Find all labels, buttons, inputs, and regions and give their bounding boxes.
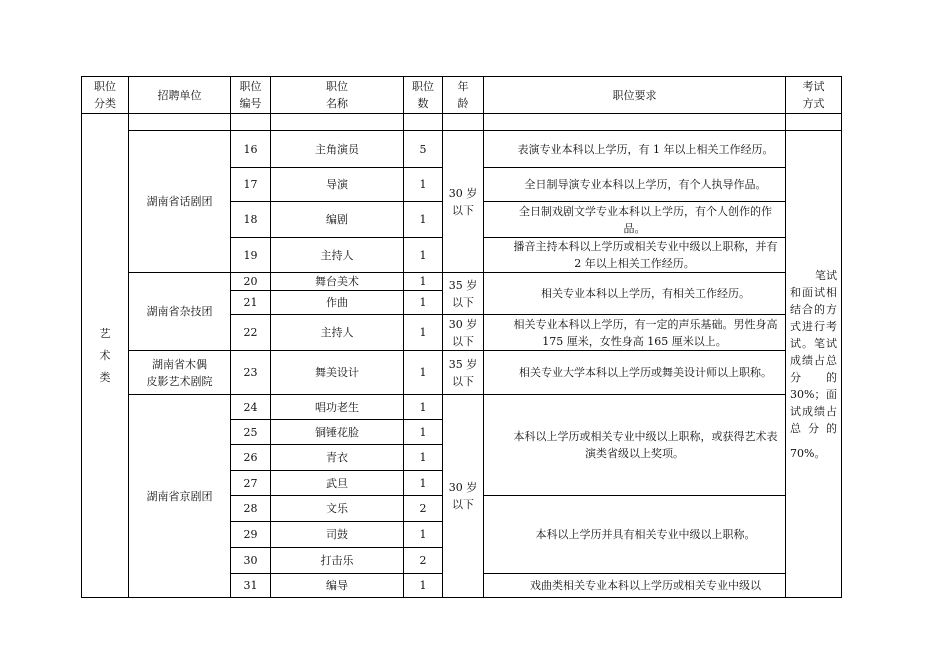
headcount: 1 — [404, 445, 443, 471]
position-no: 31 — [231, 574, 271, 598]
requirement-text: 表演专业本科以上学历，有 1 年以上相关工作经历。 — [484, 131, 786, 168]
headcount: 1 — [404, 315, 443, 351]
headcount: 1 — [404, 291, 443, 315]
position-no: 20 — [231, 273, 271, 291]
age-cell: 35 岁 以下 — [443, 273, 484, 315]
position-name: 唱功老生 — [271, 395, 404, 420]
position-no: 23 — [231, 351, 271, 395]
headcount: 1 — [404, 471, 443, 496]
header-category: 职位 分类 — [82, 77, 129, 114]
position-name: 主持人 — [271, 238, 404, 273]
exam-method-cell: 笔试 和面试相 结合的方 式进行考 试。笔试 成绩占总 分 的 30%；面 试成绩占 总分的 70%。 — [786, 131, 842, 598]
position-no: 21 — [231, 291, 271, 315]
position-name: 导演 — [271, 168, 404, 202]
table-row — [82, 273, 842, 291]
position-no: 28 — [231, 496, 271, 522]
position-no: 29 — [231, 522, 271, 548]
headcount: 1 — [404, 273, 443, 291]
position-no: 26 — [231, 445, 271, 471]
header-requirements: 职位要求 — [484, 77, 786, 114]
position-name: 作曲 — [271, 291, 404, 315]
unit-cell: 湖南省话剧团 — [129, 131, 231, 273]
age-cell: 30 岁 以下 — [443, 131, 484, 273]
position-no: 19 — [231, 238, 271, 273]
headcount: 1 — [404, 420, 443, 445]
requirement-text: 相关专业本科以上学历，有一定的声乐基础。男性身高 175 厘米，女性身高 165 厘米以上。 — [484, 315, 786, 351]
blank-row — [82, 114, 842, 131]
age-cell: 30 岁 以下 — [443, 395, 484, 598]
unit-cell: 湖南省木偶 皮影艺术剧院 — [129, 351, 231, 395]
requirement-text: 戏曲类相关专业本科以上学历或相关专业中级以 — [484, 574, 786, 598]
position-name: 司鼓 — [271, 522, 404, 548]
position-name: 编剧 — [271, 202, 404, 238]
position-name: 打击乐 — [271, 548, 404, 574]
header-position-name: 职位 名称 — [271, 77, 404, 114]
blank-cell — [231, 114, 271, 131]
position-no: 27 — [231, 471, 271, 496]
age-cell: 35 岁 以下 — [443, 351, 484, 395]
position-name: 主持人 — [271, 315, 404, 351]
blank-cell — [484, 114, 786, 131]
age-cell: 30 岁 以下 — [443, 315, 484, 351]
header-exam-method: 考试 方式 — [786, 77, 842, 114]
blank-cell — [271, 114, 404, 131]
requirement-text: 相关专业本科以上学历，有相关工作经历。 — [484, 273, 786, 315]
position-no: 16 — [231, 131, 271, 168]
blank-cell — [786, 114, 842, 131]
position-no: 25 — [231, 420, 271, 445]
requirement-text: 本科以上学历或相关专业中级以上职称，或获得艺术表演类省级以上奖项。 — [484, 395, 786, 496]
blank-cell — [129, 114, 231, 131]
unit-cell: 湖南省杂技团 — [129, 273, 231, 351]
position-no: 17 — [231, 168, 271, 202]
category-cell: 艺 术 类 — [82, 114, 129, 598]
position-name: 文乐 — [271, 496, 404, 522]
headcount: 2 — [404, 496, 443, 522]
blank-cell — [404, 114, 443, 131]
recruitment-table — [81, 76, 842, 598]
requirement-text: 本科以上学历并具有相关专业中级以上职称。 — [484, 496, 786, 574]
requirement-text: 相关专业大学本科以上学历或舞美设计师以上职称。 — [484, 351, 786, 395]
header-headcount: 职位 数 — [404, 77, 443, 114]
position-no: 24 — [231, 395, 271, 420]
position-name: 舞美设计 — [271, 351, 404, 395]
position-name: 主角演员 — [271, 131, 404, 168]
position-no: 30 — [231, 548, 271, 574]
headcount: 1 — [404, 522, 443, 548]
table-row — [82, 395, 842, 420]
blank-cell — [443, 114, 484, 131]
headcount: 1 — [404, 202, 443, 238]
requirement-text: 全日制戏剧文学专业本科以上学历，有个人创作的作品。 — [484, 202, 786, 238]
header-row — [82, 77, 842, 114]
headcount: 1 — [404, 574, 443, 598]
position-name: 铜锤花脸 — [271, 420, 404, 445]
headcount: 1 — [404, 351, 443, 395]
headcount: 1 — [404, 168, 443, 202]
position-name: 编导 — [271, 574, 404, 598]
header-unit: 招聘单位 — [129, 77, 231, 114]
header-age: 年 龄 — [443, 77, 484, 114]
position-no: 18 — [231, 202, 271, 238]
table-row — [82, 351, 842, 395]
position-name: 青衣 — [271, 445, 404, 471]
headcount: 2 — [404, 548, 443, 574]
unit-cell: 湖南省京剧团 — [129, 395, 231, 598]
position-name: 舞台美术 — [271, 273, 404, 291]
requirement-text: 全日制导演专业本科以上学历，有个人执导作品。 — [484, 168, 786, 202]
position-name: 武旦 — [271, 471, 404, 496]
headcount: 1 — [404, 395, 443, 420]
table-row — [82, 131, 842, 168]
header-position-no: 职位 编号 — [231, 77, 271, 114]
requirement-text: 播音主持本科以上学历或相关专业中级以上职称，并有 2 年以上相关工作经历。 — [484, 238, 786, 273]
headcount: 5 — [404, 131, 443, 168]
position-no: 22 — [231, 315, 271, 351]
headcount: 1 — [404, 238, 443, 273]
